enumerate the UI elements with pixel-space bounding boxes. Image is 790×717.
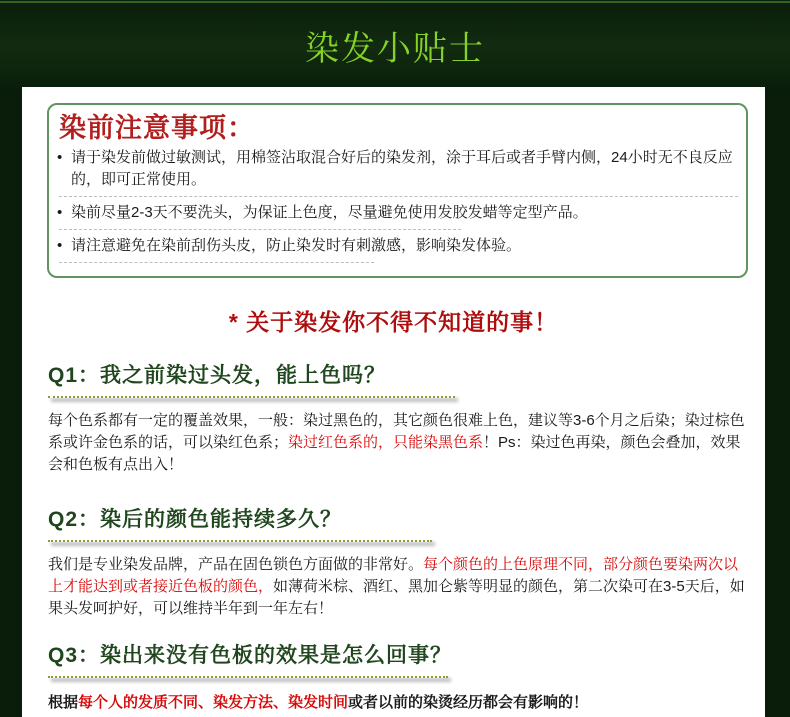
qa-section-q3 — [48, 644, 748, 714]
bullet-dot: • — [57, 149, 63, 166]
bullet-dot: • — [57, 204, 63, 221]
page-title: 染发小贴士 — [305, 30, 485, 68]
dotted-underline — [48, 538, 432, 542]
qa-section-q2 — [48, 508, 748, 620]
answer-paragraph — [48, 410, 748, 476]
dashed-divider — [59, 262, 374, 263]
bullet-dot: • — [57, 237, 63, 254]
qa-list — [48, 364, 748, 714]
answer-segment: 根据 — [48, 694, 79, 711]
notice-bullet-text: 请于染发前做过敏测试，用棉签沾取混合好后的染发剂，涂于耳后或者手臂内侧，24小时无不良反应的，即可正常使用。 — [71, 149, 733, 188]
content-panel — [22, 87, 765, 717]
question-heading: Q3：染出来没有色板的效果是怎么回事？ — [48, 644, 453, 667]
answer-segment-red: 染过红色系的，只能染黑色系 — [288, 434, 484, 451]
main-title: * 关于染发你不得不知道的事！ — [228, 309, 559, 335]
answer-segment: 我们是专业染发品牌，产品在固色锁色方面做的非常好。 — [48, 556, 424, 573]
answer-segment: 或者以前的染烫经历都会有影响的！ — [348, 694, 589, 711]
answer-segment: 每个色系都有一定的覆盖效果，一般：染过黑色的，其它颜色很难上色，建议等3-6个月之后染；染过棕色系或许金色系的话，可以染红色系； — [48, 412, 745, 451]
answer-segment: 如薄荷米棕、酒红、黑加仑紫等明显的颜色，第二次染可在3-5天后，如果头发呵护好，可以维持半年到一年左右！ — [48, 578, 745, 617]
question-heading: Q2：染后的颜色能持续多久？ — [48, 508, 343, 531]
dotted-underline — [48, 394, 455, 398]
qa-section-q1 — [48, 364, 748, 476]
header — [0, 0, 790, 87]
dashed-divider — [59, 196, 738, 197]
answer-segment-red: 每个人的发质不同、染发方法、染发时间 — [78, 694, 349, 711]
notice-box — [47, 103, 748, 278]
question-heading: Q1：我之前染过头发，能上色吗？ — [48, 364, 387, 387]
answer-paragraph — [48, 692, 748, 714]
answer-segment: ！Ps：染过色再染，颜色会叠加，效果会和色板有点出入！ — [48, 434, 741, 473]
notice-bullet-text: 请注意避免在染前刮伤头皮，防止染发时有刺激感，影响染发体验。 — [71, 237, 522, 254]
notice-bullet-1 — [55, 147, 740, 191]
dotted-underline — [48, 674, 448, 678]
notice-bullet-text: 染前尽量2-3天不要洗头，为保证上色度，尽量避免使用发胶发蜡等定型产品。 — [71, 204, 588, 221]
notice-bullet-2 — [55, 202, 740, 224]
answer-paragraph — [48, 554, 748, 620]
notice-title: 染前注意事项： — [59, 113, 255, 143]
notice-bullet-3 — [55, 235, 740, 257]
answer-segment-red: 每个颜色的上色原理不同，部分颜色要染两次以上才能达到或者接近色板的颜色， — [48, 556, 739, 595]
dashed-divider — [59, 229, 461, 230]
